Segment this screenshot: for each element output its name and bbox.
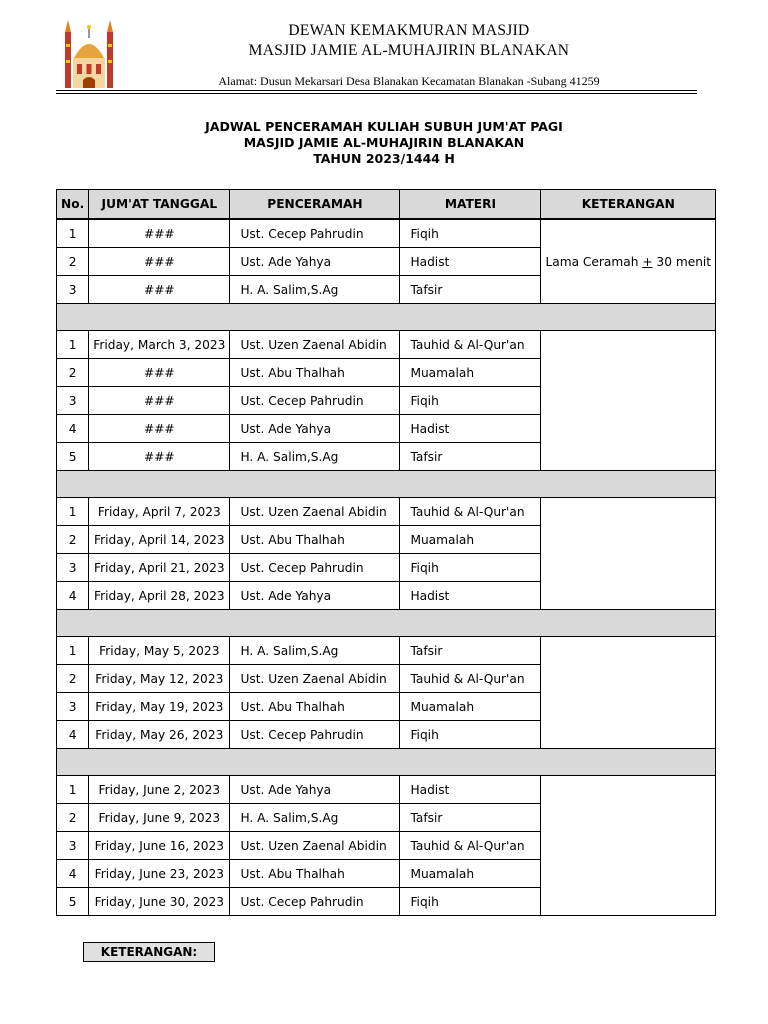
speaker-cell: Ust. Abu Thalhah bbox=[230, 693, 400, 721]
date-cell: Friday, May 26, 2023 bbox=[89, 721, 230, 749]
date-cell: Friday, May 19, 2023 bbox=[89, 693, 230, 721]
date-cell: Friday, May 12, 2023 bbox=[89, 665, 230, 693]
speaker-cell: Ust. Cecep Pahrudin bbox=[230, 554, 400, 582]
mosque-name: MASJID JAMIE AL-MUHAJIRIN BLANAKAN bbox=[248, 42, 570, 59]
separator-cell bbox=[57, 749, 716, 776]
note-cell bbox=[541, 219, 716, 304]
table-row bbox=[57, 331, 716, 359]
schedule-title: JADWAL PENCERAMAH KULIAH SUBUH JUM'AT PAGI bbox=[205, 119, 563, 134]
header-divider-thin bbox=[56, 93, 697, 94]
month-separator-row bbox=[57, 610, 716, 637]
date-cell: Friday, April 14, 2023 bbox=[89, 526, 230, 554]
speaker-cell: H. A. Salim,S.Ag bbox=[230, 443, 400, 471]
topic-cell: Muamalah bbox=[400, 526, 541, 554]
row-number-cell: 4 bbox=[57, 415, 89, 443]
row-number-cell: 2 bbox=[57, 526, 89, 554]
row-number-cell: 2 bbox=[57, 804, 89, 832]
topic-cell: Tauhid & Al-Qur'an bbox=[400, 331, 541, 359]
speaker-cell: Ust. Abu Thalhah bbox=[230, 359, 400, 387]
row-number-cell: 2 bbox=[57, 359, 89, 387]
speaker-cell: Ust. Cecep Pahrudin bbox=[230, 721, 400, 749]
table-row bbox=[57, 219, 716, 248]
topic-cell: Muamalah bbox=[400, 860, 541, 888]
topic-cell: Fiqih bbox=[400, 387, 541, 415]
row-number-cell: 2 bbox=[57, 248, 89, 276]
note-cell bbox=[541, 331, 716, 471]
table-row bbox=[57, 776, 716, 804]
address-line: Alamat: Dusun Mekarsari Desa Blanakan Kecamatan Blanakan -Subang 41259 bbox=[218, 74, 600, 88]
row-number-cell: 3 bbox=[57, 693, 89, 721]
date-cell: Friday, April 7, 2023 bbox=[89, 498, 230, 526]
topic-cell: Tauhid & Al-Qur'an bbox=[400, 832, 541, 860]
row-number-cell: 1 bbox=[57, 498, 89, 526]
speaker-cell: Ust. Uzen Zaenal Abidin bbox=[230, 498, 400, 526]
date-cell: Friday, June 16, 2023 bbox=[89, 832, 230, 860]
speaker-cell: Ust. Abu Thalhah bbox=[230, 860, 400, 888]
notes-label: KETERANGAN: bbox=[83, 942, 215, 962]
separator-cell bbox=[57, 304, 716, 331]
date-cell: Friday, June 23, 2023 bbox=[89, 860, 230, 888]
speaker-cell: Ust. Ade Yahya bbox=[230, 415, 400, 443]
topic-cell: Tauhid & Al-Qur'an bbox=[400, 498, 541, 526]
topic-cell: Hadist bbox=[400, 248, 541, 276]
date-cell: ### bbox=[89, 276, 230, 304]
row-number-cell: 3 bbox=[57, 554, 89, 582]
table-header-row bbox=[57, 190, 716, 220]
speaker-cell: Ust. Uzen Zaenal Abidin bbox=[230, 832, 400, 860]
row-number-cell: 4 bbox=[57, 721, 89, 749]
column-header-speaker: PENCERAMAH bbox=[230, 190, 400, 220]
date-cell: Friday, April 28, 2023 bbox=[89, 582, 230, 610]
speaker-cell: Ust. Uzen Zaenal Abidin bbox=[230, 665, 400, 693]
row-number-cell: 2 bbox=[57, 665, 89, 693]
column-header-note: KETERANGAN bbox=[541, 190, 716, 220]
speaker-cell: H. A. Salim,S.Ag bbox=[230, 276, 400, 304]
note-cell bbox=[541, 776, 716, 916]
schedule-table bbox=[56, 189, 716, 916]
note-cell bbox=[541, 637, 716, 749]
column-header-topic: MATERI bbox=[400, 190, 541, 220]
speaker-cell: Ust. Ade Yahya bbox=[230, 582, 400, 610]
month-separator-row bbox=[57, 749, 716, 776]
date-cell: Friday, March 3, 2023 bbox=[89, 331, 230, 359]
duration-value-text: 30 menit bbox=[652, 254, 712, 269]
speaker-cell: Ust. Ade Yahya bbox=[230, 776, 400, 804]
row-number-cell: 1 bbox=[57, 776, 89, 804]
plus-minus-symbol: + bbox=[642, 254, 653, 269]
schedule-subtitle: MASJID JAMIE AL-MUHAJIRIN BLANAKAN bbox=[243, 135, 525, 150]
row-number-cell: 1 bbox=[57, 331, 89, 359]
topic-cell: Hadist bbox=[400, 582, 541, 610]
speaker-cell: Ust. Cecep Pahrudin bbox=[230, 387, 400, 415]
date-cell: ### bbox=[89, 359, 230, 387]
topic-cell: Tafsir bbox=[400, 276, 541, 304]
date-cell: ### bbox=[89, 443, 230, 471]
speaker-cell: Ust. Cecep Pahrudin bbox=[230, 888, 400, 916]
topic-cell: Hadist bbox=[400, 415, 541, 443]
date-cell: Friday, June 2, 2023 bbox=[89, 776, 230, 804]
separator-cell bbox=[57, 610, 716, 637]
row-number-cell: 1 bbox=[57, 219, 89, 248]
schedule-year: TAHUN 2023/1444 H bbox=[313, 151, 455, 166]
topic-cell: Fiqih bbox=[400, 219, 541, 248]
speaker-cell: Ust. Abu Thalhah bbox=[230, 526, 400, 554]
speaker-cell: Ust. Ade Yahya bbox=[230, 248, 400, 276]
month-separator-row bbox=[57, 471, 716, 498]
row-number-cell: 3 bbox=[57, 832, 89, 860]
topic-cell: Muamalah bbox=[400, 693, 541, 721]
column-header-date: JUM'AT TANGGAL bbox=[89, 190, 230, 220]
speaker-cell: Ust. Uzen Zaenal Abidin bbox=[230, 331, 400, 359]
date-cell: Friday, June 30, 2023 bbox=[89, 888, 230, 916]
note-cell bbox=[541, 498, 716, 610]
speaker-cell: H. A. Salim,S.Ag bbox=[230, 637, 400, 665]
speaker-cell: H. A. Salim,S.Ag bbox=[230, 804, 400, 832]
topic-cell: Fiqih bbox=[400, 721, 541, 749]
month-separator-row bbox=[57, 304, 716, 331]
row-number-cell: 3 bbox=[57, 276, 89, 304]
header-divider bbox=[56, 90, 697, 91]
column-header-no: No. bbox=[57, 190, 89, 220]
organization-name: DEWAN KEMAKMURAN MASJID bbox=[288, 22, 530, 39]
topic-cell: Tafsir bbox=[400, 443, 541, 471]
topic-cell: Fiqih bbox=[400, 888, 541, 916]
row-number-cell: 4 bbox=[57, 860, 89, 888]
date-cell: ### bbox=[89, 415, 230, 443]
speaker-cell: Ust. Cecep Pahrudin bbox=[230, 219, 400, 248]
topic-cell: Tauhid & Al-Qur'an bbox=[400, 665, 541, 693]
date-cell: Friday, June 9, 2023 bbox=[89, 804, 230, 832]
date-cell: ### bbox=[89, 219, 230, 248]
topic-cell: Tafsir bbox=[400, 804, 541, 832]
duration-note-text: Lama Ceramah bbox=[545, 254, 643, 269]
row-number-cell: 4 bbox=[57, 582, 89, 610]
table-row bbox=[57, 498, 716, 526]
row-number-cell: 3 bbox=[57, 387, 89, 415]
table-row bbox=[57, 637, 716, 665]
schedule-body bbox=[57, 219, 716, 916]
topic-cell: Hadist bbox=[400, 776, 541, 804]
topic-cell: Tafsir bbox=[400, 637, 541, 665]
row-number-cell: 5 bbox=[57, 443, 89, 471]
separator-cell bbox=[57, 471, 716, 498]
row-number-cell: 1 bbox=[57, 637, 89, 665]
date-cell: ### bbox=[89, 387, 230, 415]
mosque-logo-icon bbox=[64, 18, 114, 90]
topic-cell: Fiqih bbox=[400, 554, 541, 582]
date-cell: ### bbox=[89, 248, 230, 276]
topic-cell: Muamalah bbox=[400, 359, 541, 387]
date-cell: Friday, April 21, 2023 bbox=[89, 554, 230, 582]
date-cell: Friday, May 5, 2023 bbox=[89, 637, 230, 665]
row-number-cell: 5 bbox=[57, 888, 89, 916]
